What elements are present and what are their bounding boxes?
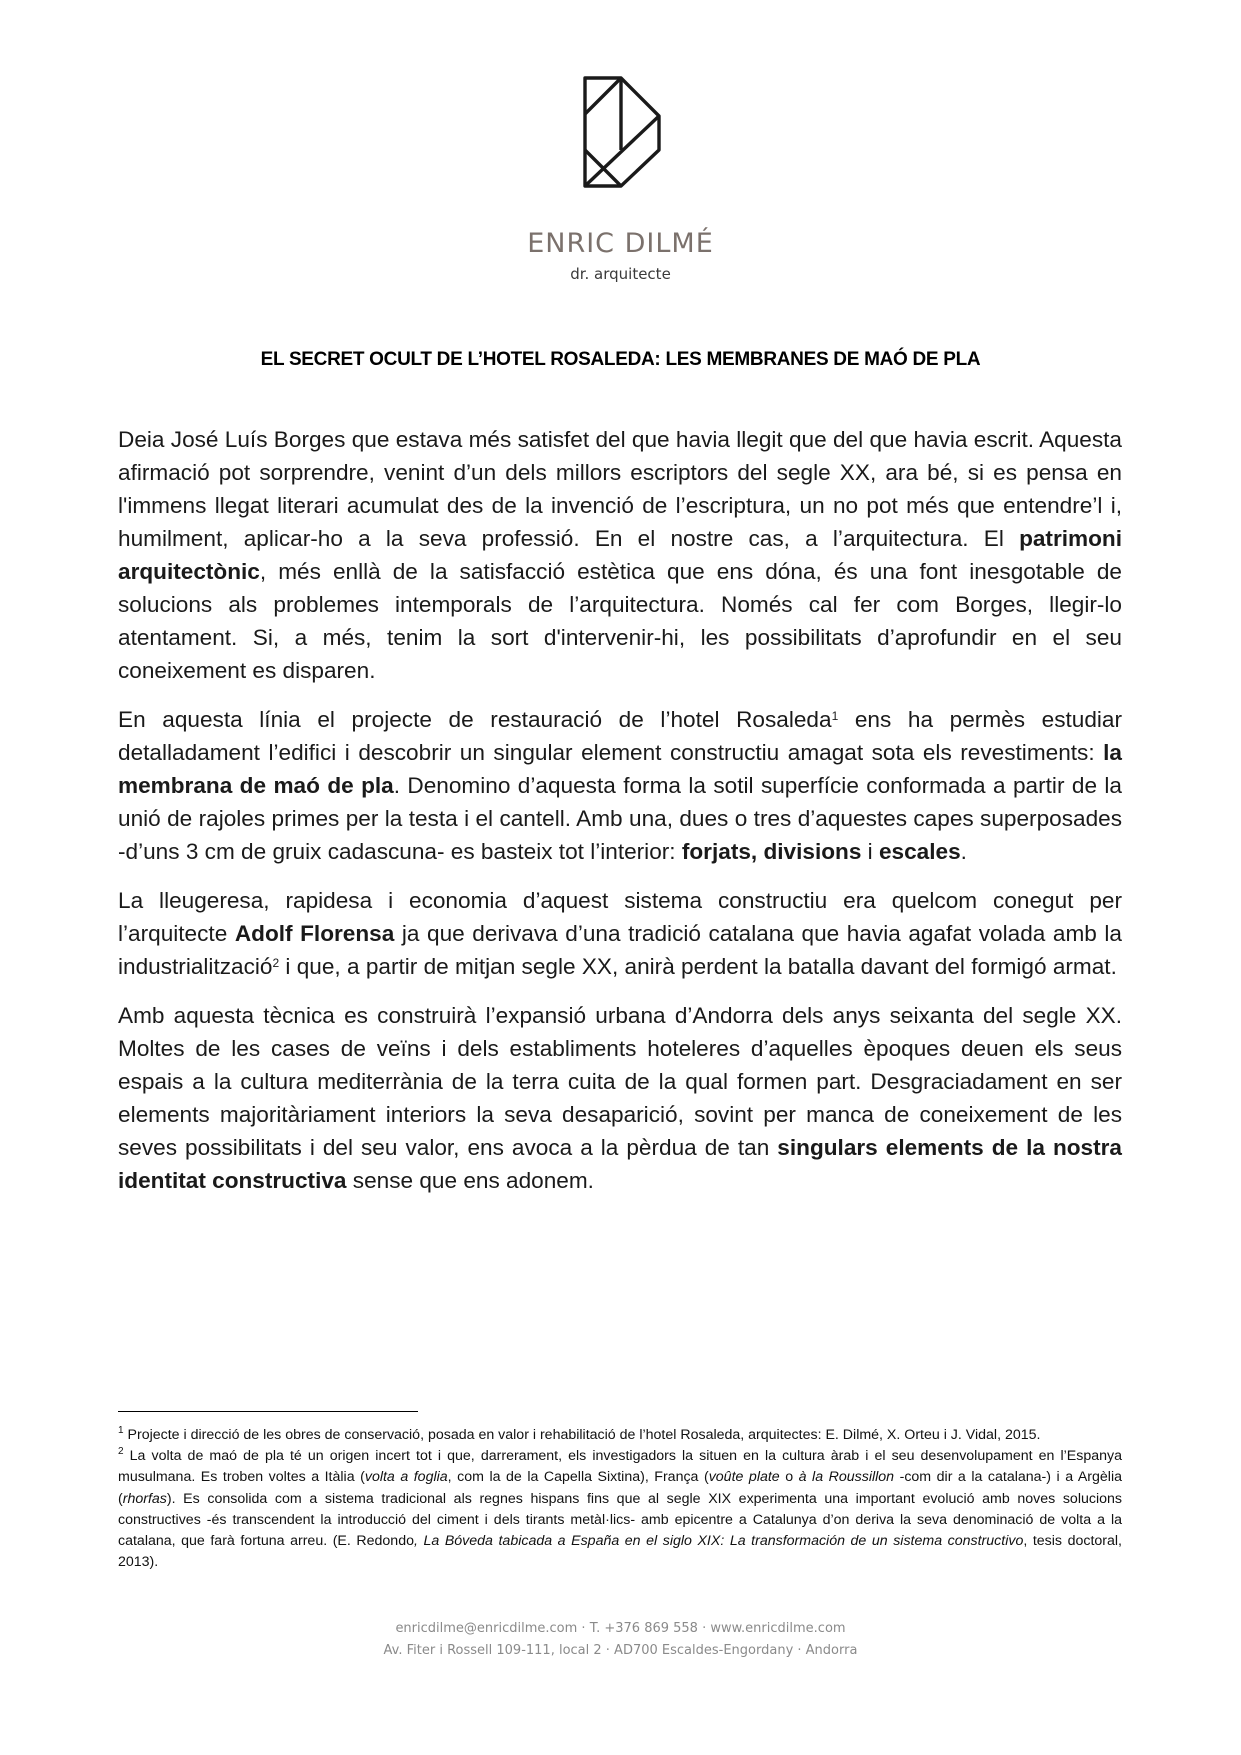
bold-phrase: singulars elements de la nostra identitat constructiva — [118, 1135, 1122, 1193]
text-run: La lleugeresa, rapidesa i economia d’aquest sistema constructiu era quelcom conegut per l’arquitecte — [118, 888, 1122, 946]
text-run: ja que derivava d’una tradició catalana que havia agafat volada amb la industrialització — [118, 921, 1122, 979]
article-title: EL SECRET OCULT DE L’HOTEL ROSALEDA: LES MEMBRANES DE MAÓ DE PLA — [260, 349, 981, 370]
italic-phrase: rhorfas — [122, 1490, 167, 1507]
italic-phrase: volta a foglia — [364, 1469, 448, 1486]
bold-phrase: la membrana de maó de pla — [118, 740, 1122, 798]
contact-line[interactable]: enricdilme@enricdilme.com · T. +376 869 558 · www.enricdilme.com — [395, 1621, 846, 1636]
footer-contact — [0, 1618, 1241, 1662]
text-run: Deia José Luís Borges que estava més satisfet del que havia llegit que del que havia escrit. Aquesta afirmació pot sorprendre, venint d’un dels millors escriptors del segle XX, ara bé, si es pensa en l'immens llegat literari acumulat des de la invenció de l’escriptura, un no pot més que entendre’l i, humilment, aplicar-ho a la seva professió. En el nostre cas, a l’arquitectura. El — [118, 427, 1122, 551]
logo-d-monogram-icon — [583, 76, 661, 188]
footnote-ref-2[interactable]: 2 — [272, 956, 280, 970]
footnote-separator — [118, 1411, 418, 1412]
italic-phrase: à la Roussillon — [798, 1469, 895, 1486]
text-run: ens ha permès estudiar detalladament l’edifici i descobrir un singular element constructiu amagat sota els revestiments: — [118, 707, 1123, 765]
bold-phrase: patrimoni arquitectònic — [118, 526, 1122, 584]
paragraph-4 — [118, 999, 1122, 1197]
text-run: La volta de maó de pla té un origen incert tot i que, darrerament, els investigadors la situen en la cultura àrab i el seu desenvolupament en l’Espanya musulmana. Es troben voltes a Itàlia ( — [118, 1448, 1122, 1486]
paragraph-3 — [118, 884, 1122, 983]
footnote-number: 1 — [118, 1425, 124, 1436]
article-body — [118, 423, 1122, 1213]
paragraph-2 — [118, 703, 1122, 868]
bold-phrase: Adolf Florensa — [234, 921, 395, 946]
text-run: ). Es consolida com a sistema tradicional als regnes hispans fins que al segle XIX experimenta una important evolució amb noves solucions constructives -és transcendent la introducció del ciment i dels tirants metàl·lics- amb epicentre a Catalunya d’on deriva la seva denominació de volta a la catalana, que farà fortuna arreu. (E. Redondo — [118, 1490, 1122, 1550]
text-run: . — [960, 839, 967, 864]
bold-phrase: escales — [878, 839, 961, 864]
footnote-text: Projecte i direcció de les obres de conservació, posada en valor i rehabilitació de l’hotel Rosaleda, arquitectes: E. Dilmé, X. Orteu i J. Vidal, 2015. — [123, 1427, 1041, 1443]
text-run: Amb aquesta tècnica es construirà l’expansió urbana d’Andorra dels anys seixanta del segle XX. Moltes de les cases de veïns i dels establiments hoteleres d’aquelles èpoques deuen els seus espais a la cultura mediterrània de la terra cuita de la qual formen part. Desgraciadament en ser elements majoritàriament interiors la seva desaparició, sovint per manca de coneixement de les seves possibilitats i del seu valor, ens avoca a la pèrdua de tan — [118, 1003, 1122, 1160]
address-line: Av. Fiter i Rossell 109-111, local 2 · AD700 Escaldes-Engordany · Andorra — [383, 1643, 858, 1658]
text-run: -com dir a la catalana-) i a Argèlia ( — [118, 1469, 1122, 1507]
footnote-ref-1[interactable]: 1 — [831, 709, 839, 723]
brand-subtitle: dr. arquitecte — [570, 265, 671, 283]
text-run: , tesis doctoral, 2013). — [118, 1533, 1122, 1571]
text-run: o — [779, 1469, 799, 1486]
text-run: i que, a partir de mitjan segle XX, anirà perdent la batalla davant del formigó armat. — [279, 954, 1117, 979]
footnote-1 — [118, 1425, 1122, 1446]
bold-phrase: forjats, divisions — [681, 839, 862, 864]
footnotes — [118, 1425, 1122, 1573]
text-run: , com la de la Capella Sixtina), França ( — [447, 1469, 709, 1486]
text-run: , més enllà de la satisfacció estètica que ens dóna, és una font inesgotable de solucions als problemes intemporals de l’arquitectura. Només cal fer com Borges, llegir-lo atentament. Si, a més, tenim la sort d'intervenir-hi, les possibilitats d’aprofundir en el seu coneixement es disparen. — [118, 559, 1122, 683]
italic-phrase: voûte plate — [708, 1469, 780, 1486]
footnote-number: 2 — [118, 1446, 124, 1458]
text-run: . Denomino d’aquesta forma la sotil superfície conformada a partir de la unió de rajoles primes per la testa i el cantell. Amb una, dues o tres d’aquestes capes superposades -d’uns 3 cm de gruix cadascuna- es basteix tot l’interior: — [118, 773, 1122, 864]
brand-name: ENRIC DILMÉ — [527, 228, 714, 259]
footnote-2 — [118, 1446, 1122, 1573]
text-run: i — [861, 839, 879, 864]
text-run: sense que ens adonem. — [346, 1168, 594, 1193]
paragraph-1 — [118, 423, 1122, 687]
text-run: En aquesta línia el projecte de restauració de l’hotel Rosaleda — [118, 707, 832, 732]
italic-phrase: , La Bóveda tabicada a España en el siglo XIX: La transformación de un sistema constructivo — [413, 1533, 1024, 1550]
